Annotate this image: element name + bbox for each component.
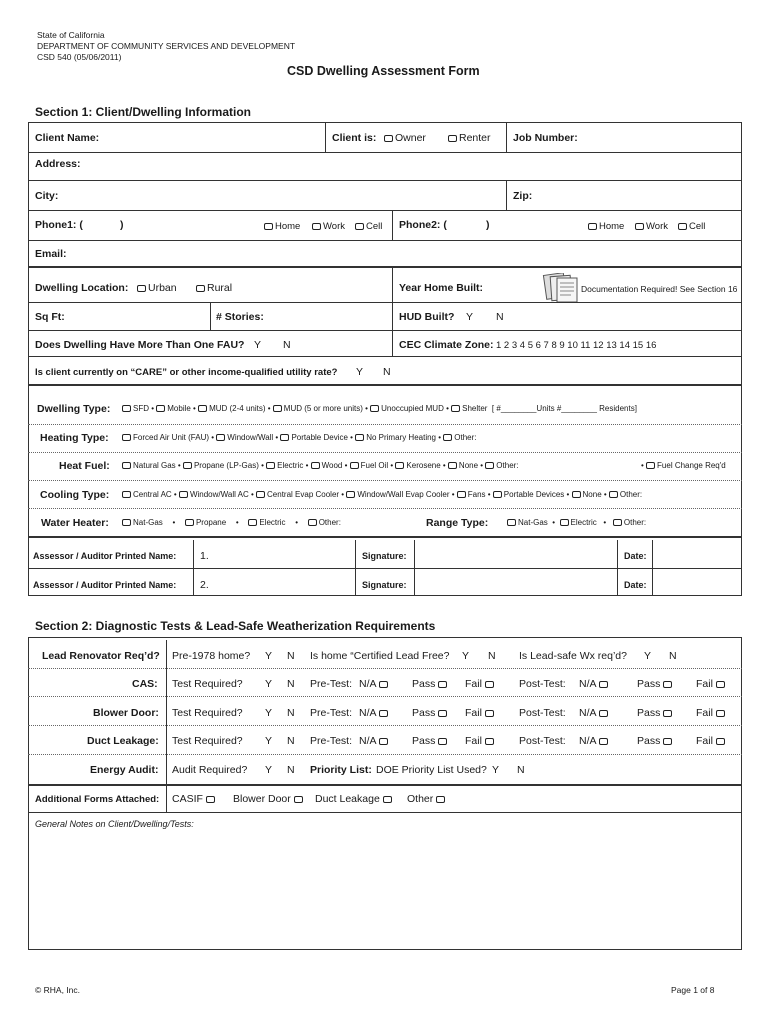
checkbox-icon xyxy=(179,491,188,498)
checkbox-icon xyxy=(485,710,494,717)
range-opt[interactable]: Electric xyxy=(570,518,597,527)
cas-test-required: Test Required? xyxy=(172,678,243,690)
checkbox-icon xyxy=(206,796,215,803)
year-built-label: Year Home Built: xyxy=(399,282,484,294)
duct-post-pass[interactable]: Pass xyxy=(637,735,674,747)
blower-door-label: Blower Door: xyxy=(93,707,159,719)
doe-question: DOE Priority List Used? xyxy=(376,764,487,776)
checkbox-icon xyxy=(183,462,192,469)
fau-no[interactable]: N xyxy=(283,339,291,351)
checkbox-icon xyxy=(122,491,131,498)
checkbox-icon xyxy=(599,681,608,688)
heating-opt[interactable]: No Primary Heating xyxy=(366,433,436,442)
cooling-opt[interactable]: Central Evap Cooler xyxy=(267,490,340,499)
checkbox-icon xyxy=(663,710,672,717)
hud-built-label: HUD Built? xyxy=(399,311,455,323)
additional-forms-label: Additional Forms Attached: xyxy=(35,794,160,805)
water-opt[interactable]: Electric xyxy=(259,518,286,527)
cooling-type-options[interactable]: Central AC • Window/Wall AC • Central Evap Cooler • Window/Wall Evap Cooler • Fans • Portable Devices • None • Other: xyxy=(122,490,642,499)
water-opt[interactable]: Other: xyxy=(318,518,341,527)
date-label-1: Date: xyxy=(624,551,647,561)
email-label: Email: xyxy=(35,248,67,260)
checkbox-icon xyxy=(196,285,205,292)
heating-opt[interactable]: Other: xyxy=(454,433,477,442)
phone2-cell[interactable]: Cell xyxy=(678,221,705,232)
checkbox-icon xyxy=(312,223,321,230)
checkbox-icon xyxy=(395,462,404,469)
form-code: CSD 540 (05/06/2011) xyxy=(37,52,122,62)
city-label: City: xyxy=(35,190,59,202)
checkbox-icon xyxy=(355,223,364,230)
cas-no[interactable]: N xyxy=(287,678,295,690)
audit-required-question: Audit Required? xyxy=(172,764,248,776)
page-number: Page 1 of 8 xyxy=(671,985,715,995)
assessor-label-2: Assessor / Auditor Printed Name: xyxy=(33,580,177,590)
cas-pretest-label: Pre-Test: xyxy=(310,678,353,690)
water-heater-options[interactable]: Nat-Gas • Propane • Electric • Other: xyxy=(122,518,341,527)
checkbox-icon xyxy=(308,519,317,526)
checkbox-icon xyxy=(122,519,131,526)
cas-pre-pass[interactable]: Pass xyxy=(412,678,449,690)
checkbox-icon xyxy=(507,519,516,526)
duct-leakage-label: Duct Leakage: xyxy=(87,735,159,747)
care-question: Is client currently on “CARE” or other income-qualified utility rate? xyxy=(35,367,338,378)
cooling-opt[interactable]: Window/Wall AC xyxy=(189,490,249,499)
checkbox-icon xyxy=(355,434,364,441)
dwelling-type-label: Dwelling Type: xyxy=(37,403,111,415)
checkbox-icon xyxy=(609,491,618,498)
checkbox-icon xyxy=(156,405,165,412)
checkbox-icon xyxy=(438,681,447,688)
assessor-name-1[interactable]: 1. xyxy=(200,550,209,562)
cooling-opt[interactable]: Central AC xyxy=(133,490,172,499)
cooling-opt[interactable]: None xyxy=(582,490,602,499)
blower-pre-fail[interactable]: Fail xyxy=(465,707,496,719)
lead-safe-yes[interactable]: Y xyxy=(644,650,652,662)
checkbox-icon xyxy=(370,405,379,412)
urban-option[interactable]: Urban xyxy=(137,282,177,294)
zip-label: Zip: xyxy=(513,190,533,202)
pre1978-no[interactable]: N xyxy=(287,650,295,662)
blower-pretest-label: Pre-Test: xyxy=(310,707,353,719)
documentation-required-note: Documentation Required! See Section 16 xyxy=(581,284,738,294)
blower-post-fail[interactable]: Fail xyxy=(696,707,727,719)
water-opt[interactable]: Nat-Gas xyxy=(133,518,163,527)
signature-label-1: Signature: xyxy=(362,551,407,561)
blower-door-form-option[interactable]: Blower Door xyxy=(233,793,305,805)
checkbox-icon xyxy=(663,681,672,688)
checkbox-icon xyxy=(384,135,393,142)
client-is-label: Client is: xyxy=(332,132,377,144)
water-heater-label: Water Heater: xyxy=(41,517,109,529)
duct-pre-na[interactable]: N/A xyxy=(359,735,390,747)
duct-pre-fail[interactable]: Fail xyxy=(465,735,496,747)
dwelling-opt[interactable]: Mobile xyxy=(167,404,191,413)
lead-safe-question: Is Lead-safe Wx req’d? xyxy=(519,650,627,662)
priority-list-label: Priority List: xyxy=(310,764,372,776)
duct-pre-pass[interactable]: Pass xyxy=(412,735,449,747)
checkbox-icon xyxy=(379,738,388,745)
checkbox-icon xyxy=(198,405,207,412)
range-opt[interactable]: Nat-Gas xyxy=(518,518,548,527)
checkbox-icon xyxy=(294,796,303,803)
blower-pre-pass[interactable]: Pass xyxy=(412,707,449,719)
checkbox-icon xyxy=(485,462,494,469)
phone1-home[interactable]: Home xyxy=(264,221,300,232)
checkbox-icon xyxy=(346,491,355,498)
pre1978-yes[interactable]: Y xyxy=(265,650,273,662)
fuel-opt[interactable]: Wood xyxy=(321,461,343,470)
heating-opt[interactable]: Window/Wall xyxy=(227,433,274,442)
water-opt[interactable]: Propane xyxy=(195,518,227,527)
checkbox-icon xyxy=(216,434,225,441)
fuel-opt[interactable]: None xyxy=(458,461,479,470)
fuel-opt[interactable]: Kerosene xyxy=(406,461,441,470)
care-no[interactable]: N xyxy=(383,366,391,378)
care-yes[interactable]: Y xyxy=(356,366,364,378)
climate-zones[interactable]: 1 2 3 4 5 6 7 8 9 10 11 12 13 14 15 16 xyxy=(496,340,657,351)
fuel-change-option[interactable]: • Fuel Change Req'd xyxy=(641,461,726,470)
form-title: CSD Dwelling Assessment Form xyxy=(287,64,480,78)
fuel-opt[interactable]: Fuel Oil xyxy=(360,461,389,470)
checkbox-icon xyxy=(599,710,608,717)
duct-no[interactable]: N xyxy=(287,735,295,747)
heating-opt[interactable]: Portable Device xyxy=(291,433,348,442)
address-label: Address: xyxy=(35,158,81,170)
cec-label: CEC Climate Zone: xyxy=(399,339,494,351)
lead-safe-no[interactable]: N xyxy=(669,650,677,662)
audit-no[interactable]: N xyxy=(287,764,295,776)
checkbox-icon xyxy=(457,491,466,498)
duct-test-required: Test Required? xyxy=(172,735,243,747)
copyright: © RHA, Inc. xyxy=(35,985,80,995)
date-label-2: Date: xyxy=(624,580,647,590)
checkbox-icon xyxy=(379,710,388,717)
heat-fuel-options[interactable]: Natural Gas • Propane (LP-Gas) • Electric • Wood • Fuel Oil • Kerosene • None • Other: xyxy=(122,461,519,470)
blower-no[interactable]: N xyxy=(287,707,295,719)
checkbox-icon xyxy=(448,462,457,469)
duct-pretest-label: Pre-Test: xyxy=(310,735,353,747)
units-residents[interactable]: [ #________Units #________ Residents] xyxy=(491,404,637,413)
cas-posttest-label: Post-Test: xyxy=(519,678,566,690)
cooling-type-label: Cooling Type: xyxy=(40,489,110,501)
checkbox-icon xyxy=(438,738,447,745)
blower-yes[interactable]: Y xyxy=(265,707,273,719)
dwelling-opt[interactable]: MUD (5 or more units) xyxy=(283,404,363,413)
checkbox-icon xyxy=(716,710,725,717)
checkbox-icon xyxy=(613,519,622,526)
checkbox-icon xyxy=(122,434,131,441)
dwelling-type-options[interactable]: SFD • Mobile • MUD (2-4 units) • MUD (5 or more units) • Unoccupied MUD • Shelter [ #________Units #________ Residents] xyxy=(122,404,637,413)
cas-post-fail[interactable]: Fail xyxy=(696,678,727,690)
checkbox-icon xyxy=(438,710,447,717)
blower-pre-na[interactable]: N/A xyxy=(359,707,390,719)
documents-icon xyxy=(541,273,581,303)
phone1-work[interactable]: Work xyxy=(312,221,345,232)
checkbox-icon xyxy=(663,738,672,745)
checkbox-icon xyxy=(122,462,131,469)
checkbox-icon xyxy=(716,681,725,688)
phone1-paren: ) xyxy=(120,219,124,231)
cooling-opt[interactable]: Portable Devices xyxy=(503,490,565,499)
range-type-label: Range Type: xyxy=(426,517,489,529)
cas-label: CAS: xyxy=(132,678,158,690)
fau-yes[interactable]: Y xyxy=(254,339,262,351)
dwelling-location-label: Dwelling Location: xyxy=(35,282,129,294)
checkbox-icon xyxy=(485,681,494,688)
fuel-opt[interactable]: Electric xyxy=(277,461,304,470)
cas-post-pass[interactable]: Pass xyxy=(637,678,674,690)
checkbox-icon xyxy=(635,223,644,230)
blower-posttest-label: Post-Test: xyxy=(519,707,566,719)
heating-opt[interactable]: Forced Air Unit (FAU) xyxy=(133,433,210,442)
duct-posttest-label: Post-Test: xyxy=(519,735,566,747)
blower-test-required: Test Required? xyxy=(172,707,243,719)
hud-no[interactable]: N xyxy=(496,311,504,323)
lead-free-question: Is home “Certified Lead Free? xyxy=(310,650,450,662)
stories-label: # Stories: xyxy=(216,311,264,323)
cas-post-na[interactable]: N/A xyxy=(579,678,610,690)
signature-label-2: Signature: xyxy=(362,580,407,590)
heat-fuel-label: Heat Fuel: xyxy=(59,460,110,472)
duct-post-na[interactable]: N/A xyxy=(579,735,610,747)
assessor-name-2[interactable]: 2. xyxy=(200,579,209,591)
checkbox-icon xyxy=(137,285,146,292)
other-form-option[interactable]: Other xyxy=(407,793,447,805)
checkbox-icon xyxy=(678,223,687,230)
phone2-home[interactable]: Home xyxy=(588,221,624,232)
range-opt[interactable]: Other: xyxy=(623,518,647,527)
sqft-label: Sq Ft: xyxy=(35,311,65,323)
checkbox-icon xyxy=(264,223,273,230)
checkbox-icon xyxy=(443,434,452,441)
dwelling-opt[interactable]: Shelter xyxy=(462,404,488,413)
checkbox-icon xyxy=(256,491,265,498)
department-label: DEPARTMENT OF COMMUNITY SERVICES AND DEVELOPMENT xyxy=(37,41,296,51)
phone1-cell[interactable]: Cell xyxy=(355,221,382,232)
cooling-opt[interactable]: Other: xyxy=(619,490,643,499)
cas-yes[interactable]: Y xyxy=(265,678,273,690)
state-label: State of California xyxy=(37,30,105,40)
checkbox-icon xyxy=(451,405,460,412)
job-number-label: Job Number: xyxy=(513,132,578,144)
general-notes-area[interactable] xyxy=(30,832,740,947)
dwelling-opt[interactable]: MUD (2-4 units) xyxy=(209,404,266,413)
duct-leakage-form-option[interactable]: Duct Leakage xyxy=(315,793,394,805)
checkbox-icon xyxy=(122,405,131,412)
duct-yes[interactable]: Y xyxy=(265,735,273,747)
phone1-label: Phone1: ( xyxy=(35,219,83,231)
checkbox-icon xyxy=(493,491,502,498)
owner-option[interactable]: Owner xyxy=(384,132,426,144)
section2-title: Section 2: Diagnostic Tests & Lead-Safe Weatherization Requirements xyxy=(35,619,436,633)
heating-type-label: Heating Type: xyxy=(40,432,109,444)
fuel-opt[interactable]: Natural Gas xyxy=(133,461,176,470)
fuel-opt[interactable]: Propane (LP-Gas) xyxy=(193,461,259,470)
cas-pre-fail[interactable]: Fail xyxy=(465,678,496,690)
pre1978-question: Pre-1978 home? xyxy=(172,650,251,662)
blower-post-na[interactable]: N/A xyxy=(579,707,610,719)
checkbox-icon xyxy=(273,405,282,412)
assessor-label-1: Assessor / Auditor Printed Name: xyxy=(33,551,177,561)
checkbox-icon xyxy=(436,796,445,803)
duct-post-fail[interactable]: Fail xyxy=(696,735,727,747)
general-notes-label: General Notes on Client/Dwelling/Tests: xyxy=(35,819,194,829)
fuel-opt[interactable]: Other: xyxy=(496,461,519,470)
checkbox-icon xyxy=(716,738,725,745)
checkbox-icon xyxy=(599,738,608,745)
checkbox-icon xyxy=(350,462,359,469)
checkbox-icon xyxy=(572,491,581,498)
doe-yes[interactable]: Y xyxy=(492,764,500,776)
checkbox-icon xyxy=(185,519,194,526)
audit-yes[interactable]: Y xyxy=(265,764,273,776)
lead-free-yes[interactable]: Y xyxy=(462,650,470,662)
checkbox-icon xyxy=(280,434,289,441)
energy-audit-label: Energy Audit: xyxy=(90,764,159,776)
checkbox-icon xyxy=(560,519,569,526)
checkbox-icon xyxy=(588,223,597,230)
checkbox-icon xyxy=(248,519,257,526)
lead-renovator-label: Lead Renovator Req’d? xyxy=(42,650,160,662)
section1-title: Section 1: Client/Dwelling Information xyxy=(35,105,252,119)
checkbox-icon xyxy=(266,462,275,469)
checkbox-icon xyxy=(311,462,320,469)
lead-free-no[interactable]: N xyxy=(488,650,496,662)
checkbox-icon xyxy=(383,796,392,803)
phone2-work[interactable]: Work xyxy=(635,221,668,232)
range-type-options[interactable]: Nat-Gas • Electric • Other: xyxy=(507,518,646,527)
cas-pre-na[interactable]: N/A xyxy=(359,678,390,690)
checkbox-icon xyxy=(646,462,655,469)
hud-yes[interactable]: Y xyxy=(466,311,474,323)
heating-type-options[interactable]: Forced Air Unit (FAU) • Window/Wall • Portable Device • No Primary Heating • Other: xyxy=(122,433,476,442)
fau-question: Does Dwelling Have More Than One FAU? xyxy=(35,339,245,351)
checkbox-icon xyxy=(485,738,494,745)
rural-option[interactable]: Rural xyxy=(196,282,232,294)
cooling-opt[interactable]: Window/Wall Evap Cooler xyxy=(357,490,450,499)
dwelling-opt[interactable]: SFD xyxy=(133,404,149,413)
phone2-label: Phone2: ( xyxy=(399,219,447,231)
cooling-opt[interactable]: Fans xyxy=(467,490,486,499)
renter-option[interactable]: Renter xyxy=(448,132,491,144)
blower-post-pass[interactable]: Pass xyxy=(637,707,674,719)
doe-no[interactable]: N xyxy=(517,764,525,776)
phone2-paren: ) xyxy=(486,219,490,231)
client-name-label: Client Name: xyxy=(35,132,100,144)
checkbox-icon xyxy=(379,681,388,688)
dwelling-opt[interactable]: Unoccupied MUD xyxy=(381,404,444,413)
checkbox-icon xyxy=(448,135,457,142)
casif-option[interactable]: CASIF xyxy=(172,793,217,805)
